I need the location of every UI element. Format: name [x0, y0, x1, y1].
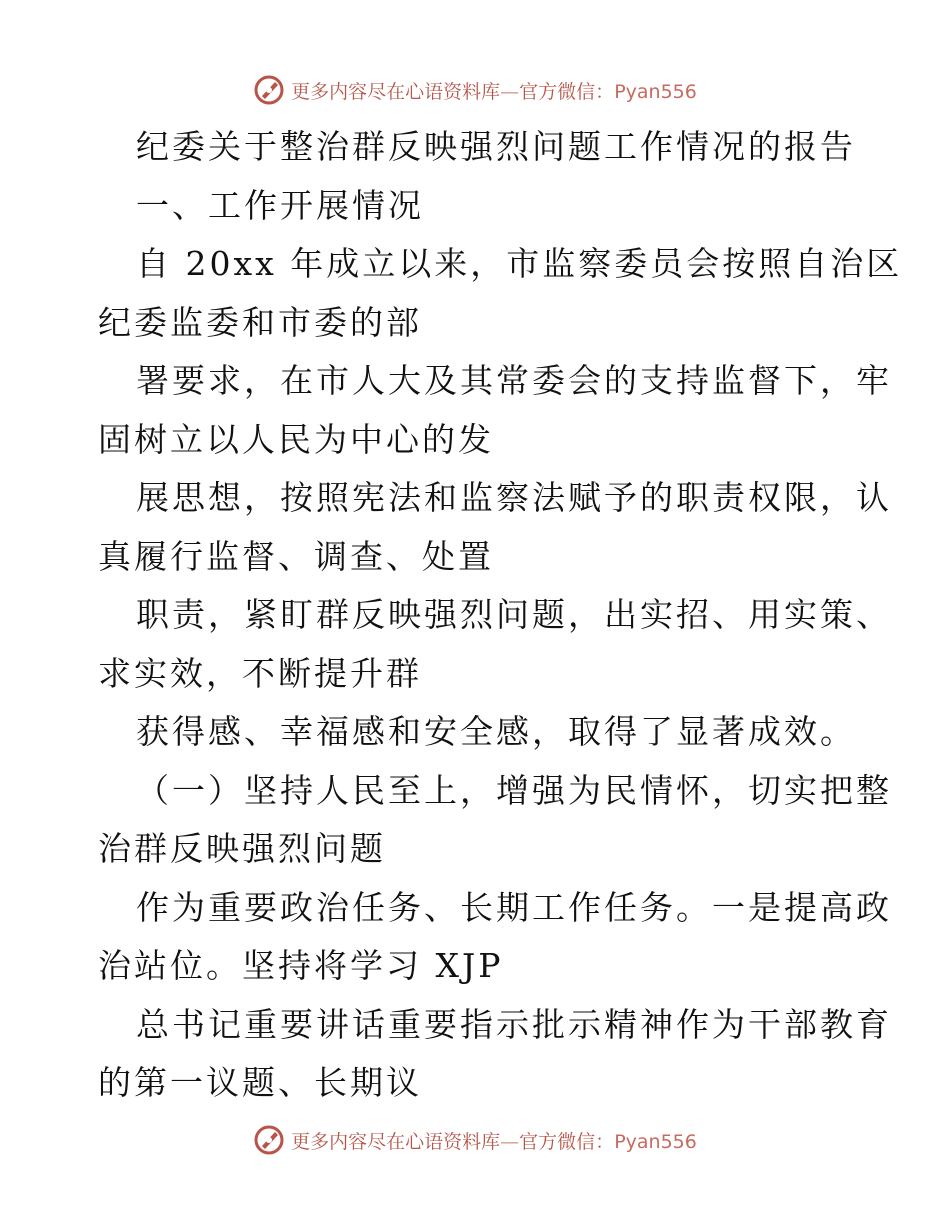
watermark-text: 更多内容尽在心语资料库—官方微信：Pyan556	[291, 80, 697, 103]
subsection-heading: （一）坚持人民至上，增强为民情怀，切实把整	[136, 770, 892, 810]
paragraph-line: 总书记重要讲话重要指示批示精神作为干部教育	[136, 1004, 892, 1044]
paragraph-line: 真履行监督、调查、处置	[98, 536, 494, 576]
document-title: 纪委关于整治群反映强烈问题工作情况的报告	[136, 127, 856, 166]
paragraph-line: 求实效，不断提升群	[98, 653, 422, 693]
paragraph-line: 纪委监委和市委的部	[98, 302, 422, 342]
watermark-text: 更多内容尽在心语资料库—官方微信：Pyan556	[291, 1130, 697, 1153]
paragraph-line: 固树立以人民为中心的发	[98, 419, 494, 459]
section-heading: 一、工作开展情况	[136, 185, 424, 225]
document-body	[98, 118, 903, 1113]
logo-icon	[253, 1124, 285, 1156]
paragraph-line: 展思想，按照宪法和监察法赋予的职责权限，认	[136, 478, 892, 517]
paragraph-line: 治群反映强烈问题	[98, 829, 386, 868]
paragraph-line: 的第一议题、长期议	[98, 1063, 422, 1102]
paragraph-line: 自 20xx 年成立以来，市监察委员会按照自治区	[136, 244, 903, 283]
header-watermark	[0, 70, 950, 110]
logo-icon	[253, 74, 285, 106]
paragraph-line: 治站位。坚持将学习 XJP	[98, 946, 504, 985]
paragraph-line: 职责，紧盯群反映强烈问题，出实招、用实策、	[136, 595, 892, 634]
paragraph-line: 作为重要政治任务、长期工作任务。一是提高政	[136, 887, 892, 927]
paragraph-line: 署要求，在市人大及其常委会的支持监督下，牢	[136, 361, 892, 400]
paragraph-line: 获得感、幸福感和安全感，取得了显著成效。	[136, 712, 856, 751]
footer-watermark	[0, 1120, 950, 1160]
